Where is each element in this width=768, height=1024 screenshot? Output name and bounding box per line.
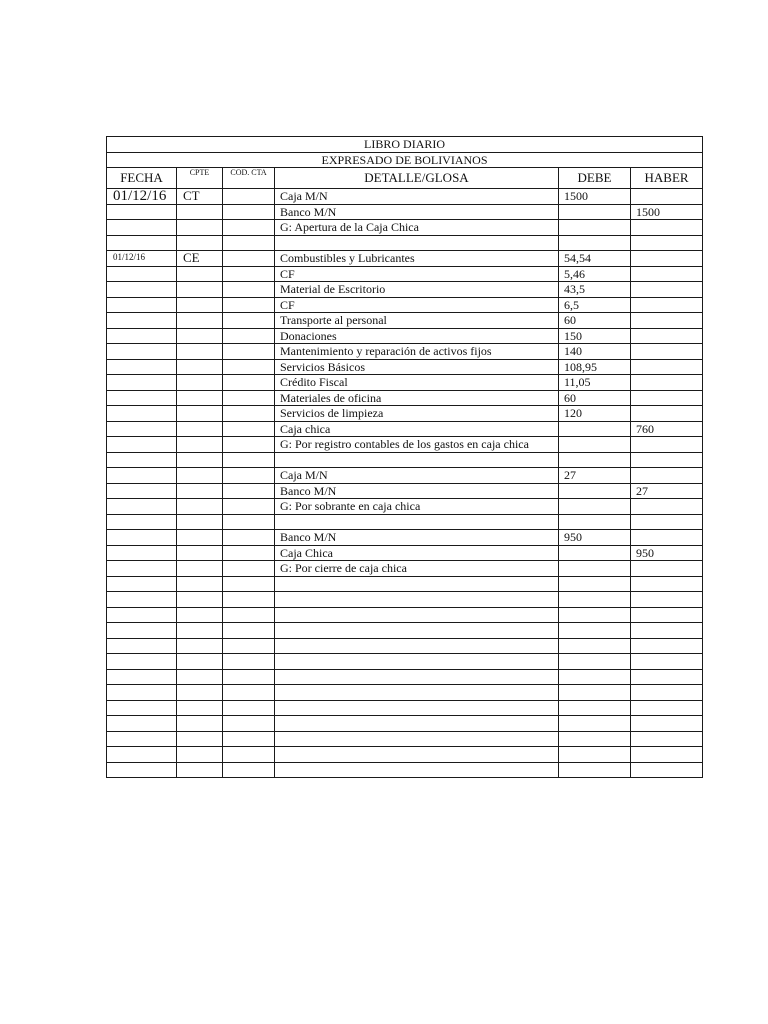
title-row xyxy=(107,137,703,153)
cell-cod-cta xyxy=(223,700,275,716)
cell-fecha xyxy=(107,483,177,499)
table-row xyxy=(107,607,703,623)
cell-cod-cta xyxy=(223,669,275,685)
cell-debe: 1500 xyxy=(559,189,631,205)
cell-cpte xyxy=(177,220,223,236)
table-row xyxy=(107,390,703,406)
cell-haber: 27 xyxy=(631,483,703,499)
cell-cod-cta xyxy=(223,483,275,499)
cell-cpte xyxy=(177,344,223,360)
table-row xyxy=(107,468,703,484)
cell-detalle: Banco M/N xyxy=(275,204,559,220)
header-haber: HABER xyxy=(631,168,703,189)
cell-debe xyxy=(559,654,631,670)
table-row xyxy=(107,328,703,344)
cell-debe xyxy=(559,421,631,437)
cell-cpte xyxy=(177,359,223,375)
cell-cpte xyxy=(177,499,223,515)
cell-detalle: Caja M/N xyxy=(275,468,559,484)
cell-haber xyxy=(631,623,703,639)
cell-cpte xyxy=(177,623,223,639)
cell-debe xyxy=(559,747,631,763)
cell-debe: 6,5 xyxy=(559,297,631,313)
cell-debe: 5,46 xyxy=(559,266,631,282)
cell-detalle: Servicios de limpieza xyxy=(275,406,559,422)
table-row xyxy=(107,235,703,251)
cell-debe xyxy=(559,452,631,468)
cell-fecha: 01/12/16 xyxy=(107,189,177,205)
cell-haber xyxy=(631,297,703,313)
cell-debe xyxy=(559,623,631,639)
cell-cod-cta xyxy=(223,313,275,329)
cell-cod-cta xyxy=(223,576,275,592)
cell-detalle xyxy=(275,607,559,623)
table-row xyxy=(107,638,703,654)
cell-cod-cta xyxy=(223,623,275,639)
table-row xyxy=(107,747,703,763)
cell-detalle: Materiales de oficina xyxy=(275,390,559,406)
cell-detalle: G: Por sobrante en caja chica xyxy=(275,499,559,515)
cell-cod-cta xyxy=(223,592,275,608)
cell-cod-cta xyxy=(223,266,275,282)
cell-cod-cta xyxy=(223,344,275,360)
cell-debe: 60 xyxy=(559,313,631,329)
cell-cpte xyxy=(177,390,223,406)
cell-haber xyxy=(631,499,703,515)
cell-detalle: G: Por registro contables de los gastos en caja chica xyxy=(275,437,559,453)
cell-cod-cta xyxy=(223,545,275,561)
cell-debe: 950 xyxy=(559,530,631,546)
cell-fecha xyxy=(107,514,177,530)
table-row xyxy=(107,266,703,282)
libro-diario-table xyxy=(106,136,703,778)
table-row xyxy=(107,204,703,220)
cell-fecha xyxy=(107,390,177,406)
table-row xyxy=(107,623,703,639)
cell-detalle: G: Por cierre de caja chica xyxy=(275,561,559,577)
cell-debe xyxy=(559,576,631,592)
cell-cpte xyxy=(177,235,223,251)
cell-debe: 27 xyxy=(559,468,631,484)
cell-debe xyxy=(559,716,631,732)
cell-fecha xyxy=(107,530,177,546)
cell-detalle xyxy=(275,731,559,747)
cell-haber xyxy=(631,390,703,406)
cell-debe xyxy=(559,762,631,778)
table-row xyxy=(107,189,703,205)
cell-detalle: Transporte al personal xyxy=(275,313,559,329)
cell-cpte xyxy=(177,638,223,654)
cell-fecha xyxy=(107,220,177,236)
cell-cod-cta xyxy=(223,204,275,220)
cell-haber xyxy=(631,700,703,716)
cell-detalle: Donaciones xyxy=(275,328,559,344)
cell-cpte xyxy=(177,685,223,701)
cell-cod-cta xyxy=(223,421,275,437)
cell-haber xyxy=(631,359,703,375)
cell-haber xyxy=(631,731,703,747)
table-row xyxy=(107,359,703,375)
cell-detalle xyxy=(275,638,559,654)
cell-cod-cta xyxy=(223,561,275,577)
cell-cod-cta xyxy=(223,716,275,732)
cell-cod-cta xyxy=(223,189,275,205)
cell-debe xyxy=(559,204,631,220)
cell-haber xyxy=(631,189,703,205)
cell-fecha xyxy=(107,700,177,716)
cell-haber xyxy=(631,344,703,360)
cell-cpte xyxy=(177,313,223,329)
header-fecha: FECHA xyxy=(107,168,177,189)
cell-fecha xyxy=(107,638,177,654)
cell-debe: 140 xyxy=(559,344,631,360)
cell-detalle: CF xyxy=(275,266,559,282)
cell-fecha xyxy=(107,561,177,577)
cell-cpte xyxy=(177,483,223,499)
cell-cpte xyxy=(177,514,223,530)
cell-detalle: CF xyxy=(275,297,559,313)
cell-debe xyxy=(559,685,631,701)
cell-haber xyxy=(631,561,703,577)
table-row xyxy=(107,592,703,608)
cell-detalle xyxy=(275,514,559,530)
cell-haber xyxy=(631,235,703,251)
cell-detalle: Mantenimiento y reparación de activos fijos xyxy=(275,344,559,360)
cell-cpte xyxy=(177,669,223,685)
cell-fecha xyxy=(107,716,177,732)
cell-debe xyxy=(559,545,631,561)
cell-debe xyxy=(559,638,631,654)
cell-fecha: 01/12/16 xyxy=(107,251,177,267)
cell-cpte xyxy=(177,592,223,608)
cell-cod-cta xyxy=(223,654,275,670)
cell-fecha xyxy=(107,669,177,685)
cell-detalle xyxy=(275,592,559,608)
cell-detalle xyxy=(275,700,559,716)
cell-debe xyxy=(559,669,631,685)
cell-cod-cta xyxy=(223,747,275,763)
cell-fecha xyxy=(107,685,177,701)
cell-cpte xyxy=(177,282,223,298)
table-row xyxy=(107,545,703,561)
column-header-row xyxy=(107,168,703,189)
table-row xyxy=(107,700,703,716)
cell-debe xyxy=(559,731,631,747)
cell-haber xyxy=(631,669,703,685)
cell-fecha xyxy=(107,654,177,670)
cell-debe: 150 xyxy=(559,328,631,344)
table-row xyxy=(107,654,703,670)
cell-haber xyxy=(631,328,703,344)
cell-fecha xyxy=(107,731,177,747)
cell-fecha xyxy=(107,297,177,313)
cell-cod-cta xyxy=(223,375,275,391)
table-row xyxy=(107,561,703,577)
cell-debe xyxy=(559,607,631,623)
cell-cpte xyxy=(177,561,223,577)
cell-cod-cta xyxy=(223,514,275,530)
cell-detalle: Caja M/N xyxy=(275,189,559,205)
cell-detalle: Combustibles y Lubricantes xyxy=(275,251,559,267)
cell-haber xyxy=(631,375,703,391)
cell-debe xyxy=(559,235,631,251)
cell-cpte xyxy=(177,576,223,592)
cell-haber xyxy=(631,607,703,623)
cell-cod-cta xyxy=(223,468,275,484)
cell-cod-cta xyxy=(223,437,275,453)
table-row xyxy=(107,762,703,778)
cell-haber: 1500 xyxy=(631,204,703,220)
table-row xyxy=(107,375,703,391)
cell-debe: 43,5 xyxy=(559,282,631,298)
cell-cpte xyxy=(177,545,223,561)
cell-cpte xyxy=(177,297,223,313)
cell-fecha xyxy=(107,421,177,437)
cell-cod-cta xyxy=(223,390,275,406)
cell-haber xyxy=(631,220,703,236)
cell-detalle xyxy=(275,762,559,778)
cell-cod-cta xyxy=(223,406,275,422)
cell-debe xyxy=(559,499,631,515)
cell-haber xyxy=(631,437,703,453)
cell-detalle xyxy=(275,747,559,763)
cell-haber: 950 xyxy=(631,545,703,561)
cell-cpte xyxy=(177,452,223,468)
cell-fecha xyxy=(107,406,177,422)
subtitle-row xyxy=(107,152,703,168)
cell-fecha xyxy=(107,747,177,763)
table-row xyxy=(107,344,703,360)
cell-cpte xyxy=(177,468,223,484)
cell-fecha xyxy=(107,313,177,329)
ledger-subtitle: EXPRESADO DE BOLIVIANOS xyxy=(107,152,703,168)
cell-debe xyxy=(559,700,631,716)
cell-detalle xyxy=(275,452,559,468)
cell-fecha xyxy=(107,375,177,391)
table-row xyxy=(107,483,703,499)
cell-detalle: Banco M/N xyxy=(275,530,559,546)
cell-cod-cta xyxy=(223,452,275,468)
cell-detalle: Servicios Básicos xyxy=(275,359,559,375)
cell-haber xyxy=(631,654,703,670)
cell-debe xyxy=(559,514,631,530)
cell-haber xyxy=(631,747,703,763)
cell-haber xyxy=(631,530,703,546)
cell-fecha xyxy=(107,607,177,623)
cell-haber xyxy=(631,592,703,608)
cell-debe xyxy=(559,437,631,453)
cell-fecha xyxy=(107,545,177,561)
cell-detalle xyxy=(275,685,559,701)
cell-haber xyxy=(631,266,703,282)
cell-fecha xyxy=(107,623,177,639)
header-detalle: DETALLE/GLOSA xyxy=(275,168,559,189)
cell-cpte xyxy=(177,375,223,391)
cell-cpte xyxy=(177,530,223,546)
cell-fecha xyxy=(107,266,177,282)
cell-fecha xyxy=(107,499,177,515)
cell-debe: 108,95 xyxy=(559,359,631,375)
cell-fecha xyxy=(107,235,177,251)
cell-haber xyxy=(631,762,703,778)
table-row xyxy=(107,437,703,453)
header-debe: DEBE xyxy=(559,168,631,189)
cell-cpte xyxy=(177,762,223,778)
cell-cod-cta xyxy=(223,282,275,298)
cell-cod-cta xyxy=(223,235,275,251)
cell-debe xyxy=(559,592,631,608)
cell-detalle: Caja chica xyxy=(275,421,559,437)
table-row xyxy=(107,499,703,515)
cell-cpte: CT xyxy=(177,189,223,205)
ledger-title: LIBRO DIARIO xyxy=(107,137,703,153)
cell-cod-cta xyxy=(223,607,275,623)
cell-detalle xyxy=(275,623,559,639)
header-cod-cta: COD. CTA xyxy=(223,168,275,189)
cell-haber xyxy=(631,685,703,701)
cell-cod-cta xyxy=(223,297,275,313)
cell-haber xyxy=(631,406,703,422)
cell-cod-cta xyxy=(223,762,275,778)
cell-haber xyxy=(631,452,703,468)
cell-cpte xyxy=(177,654,223,670)
cell-cod-cta xyxy=(223,220,275,236)
cell-cod-cta xyxy=(223,638,275,654)
cell-fecha xyxy=(107,576,177,592)
table-row xyxy=(107,297,703,313)
cell-debe xyxy=(559,483,631,499)
cell-cpte xyxy=(177,421,223,437)
cell-cod-cta xyxy=(223,251,275,267)
cell-debe: 54,54 xyxy=(559,251,631,267)
cell-cod-cta xyxy=(223,359,275,375)
cell-fecha xyxy=(107,452,177,468)
table-row xyxy=(107,716,703,732)
table-row xyxy=(107,731,703,747)
cell-haber xyxy=(631,716,703,732)
cell-debe xyxy=(559,561,631,577)
cell-haber: 760 xyxy=(631,421,703,437)
table-row xyxy=(107,282,703,298)
cell-detalle: Crédito Fiscal xyxy=(275,375,559,391)
cell-cpte xyxy=(177,204,223,220)
ledger-body xyxy=(107,137,703,778)
cell-fecha xyxy=(107,762,177,778)
cell-haber xyxy=(631,468,703,484)
cell-cpte xyxy=(177,716,223,732)
cell-cpte xyxy=(177,700,223,716)
cell-cod-cta xyxy=(223,731,275,747)
cell-cpte xyxy=(177,266,223,282)
cell-fecha xyxy=(107,344,177,360)
cell-detalle: G: Apertura de la Caja Chica xyxy=(275,220,559,236)
cell-detalle: Material de Escritorio xyxy=(275,282,559,298)
cell-haber xyxy=(631,251,703,267)
cell-cod-cta xyxy=(223,685,275,701)
cell-detalle xyxy=(275,716,559,732)
table-row xyxy=(107,220,703,236)
cell-debe: 11,05 xyxy=(559,375,631,391)
cell-detalle: Banco M/N xyxy=(275,483,559,499)
cell-fecha xyxy=(107,592,177,608)
cell-detalle xyxy=(275,654,559,670)
cell-fecha xyxy=(107,204,177,220)
cell-cpte xyxy=(177,406,223,422)
cell-cpte: CE xyxy=(177,251,223,267)
cell-cpte xyxy=(177,437,223,453)
cell-cpte xyxy=(177,607,223,623)
cell-haber xyxy=(631,514,703,530)
cell-detalle xyxy=(275,576,559,592)
table-row xyxy=(107,685,703,701)
cell-cod-cta xyxy=(223,530,275,546)
table-row xyxy=(107,421,703,437)
table-row xyxy=(107,576,703,592)
cell-detalle xyxy=(275,235,559,251)
cell-debe: 60 xyxy=(559,390,631,406)
table-row xyxy=(107,514,703,530)
cell-haber xyxy=(631,282,703,298)
cell-fecha xyxy=(107,359,177,375)
cell-debe: 120 xyxy=(559,406,631,422)
cell-debe xyxy=(559,220,631,236)
cell-haber xyxy=(631,313,703,329)
cell-haber xyxy=(631,638,703,654)
cell-haber xyxy=(631,576,703,592)
header-cpte: CPTE xyxy=(177,168,223,189)
cell-fecha xyxy=(107,282,177,298)
cell-detalle xyxy=(275,669,559,685)
cell-cpte xyxy=(177,328,223,344)
table-row xyxy=(107,313,703,329)
table-row xyxy=(107,406,703,422)
cell-cod-cta xyxy=(223,328,275,344)
cell-fecha xyxy=(107,328,177,344)
cell-fecha xyxy=(107,468,177,484)
table-row xyxy=(107,251,703,267)
cell-cpte xyxy=(177,731,223,747)
cell-cod-cta xyxy=(223,499,275,515)
cell-cpte xyxy=(177,747,223,763)
cell-detalle: Caja Chica xyxy=(275,545,559,561)
cell-fecha xyxy=(107,437,177,453)
table-row xyxy=(107,530,703,546)
table-row xyxy=(107,452,703,468)
table-row xyxy=(107,669,703,685)
